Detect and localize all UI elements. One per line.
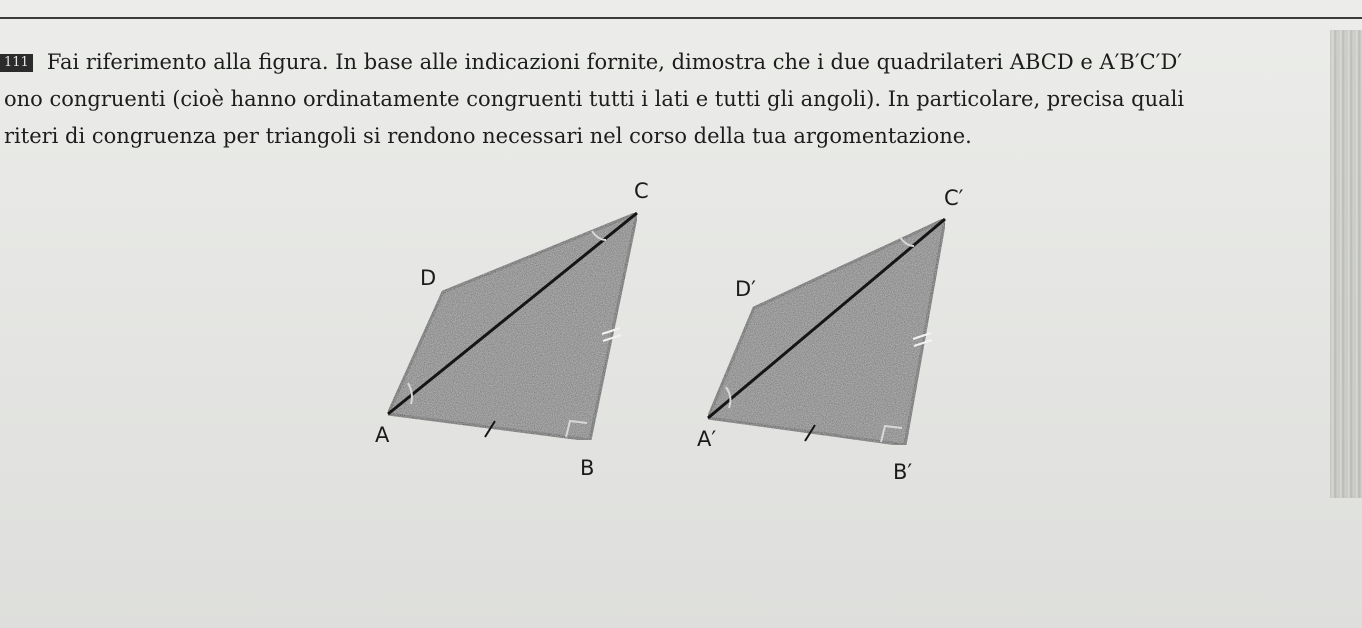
exercise-line-2: ono congruenti (cioè hanno ordinatamente congruenti tutti i lati e tutti gli angoli). In particolare, precisa quali <box>4 87 1185 111</box>
label-b-prime: B′ <box>893 460 913 484</box>
label-a-prime: A′ <box>697 427 717 451</box>
exercise-line-1-text: Fai riferimento alla figura. In base alle indicazioni fornite, dimostra che i due quadrilateri ABCD e A′B′C′D′ <box>46 50 1183 74</box>
quadrilateral-abcd-prime <box>697 186 964 484</box>
label-b: B <box>580 456 595 480</box>
exercise-number-badge: 111 <box>0 54 33 72</box>
label-c-prime: C′ <box>944 186 964 210</box>
quad-abcd-shape <box>388 213 637 440</box>
label-a: A <box>375 423 390 447</box>
label-d-prime: D′ <box>735 277 756 301</box>
quadrilateral-abcd <box>375 179 649 480</box>
exercise-line-3: riteri di congruenza per triangoli si rendono necessari nel corso della tua argomentazione. <box>4 124 972 148</box>
label-c: C <box>634 179 649 203</box>
label-d: D <box>420 266 437 290</box>
quad-abcd-prime-shape <box>708 219 945 445</box>
